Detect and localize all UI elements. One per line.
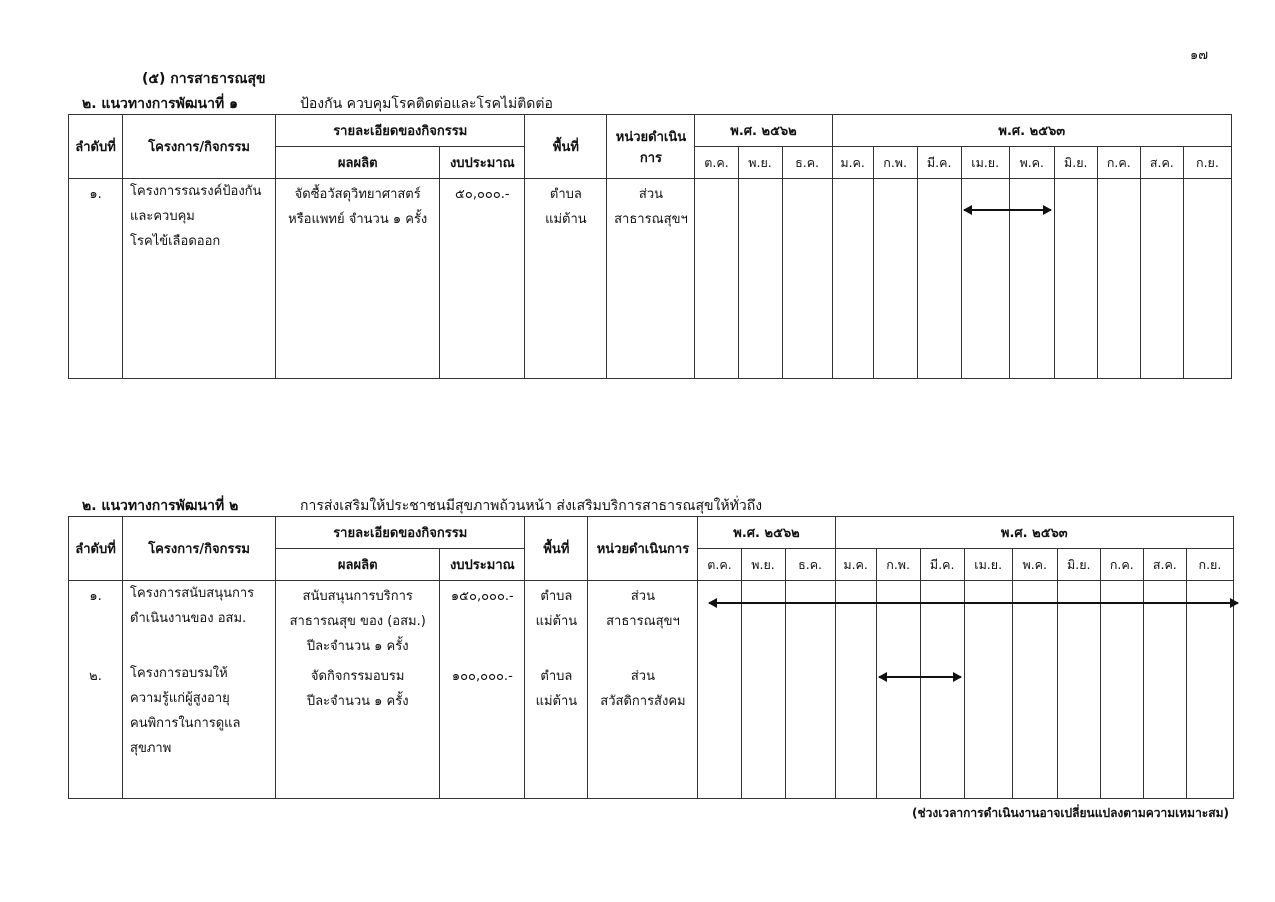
- month-cell: [835, 661, 876, 799]
- month-cell: [785, 581, 835, 661]
- cell-area: ตำบล แม่ต้าน: [525, 661, 588, 799]
- header-output: ผลผลิต: [276, 147, 440, 179]
- month-cell: [698, 661, 741, 799]
- strategy-2-description: การส่งเสริมให้ประชาชนมีสุขภาพถ้วนหน้า ส่งเสริมบริการสาธารณสุขให้ทั่วถึง: [300, 498, 763, 514]
- month-cell: [741, 581, 785, 661]
- cell-no: ๒.: [69, 661, 123, 799]
- period-arrow: [709, 602, 1238, 604]
- month-cell: [876, 581, 920, 661]
- header-month: ม.ค.: [832, 147, 873, 179]
- month-cell: [1100, 581, 1143, 661]
- header-budget: งบประมาณ: [440, 147, 525, 179]
- month-cell: [832, 179, 873, 379]
- header-details: รายละเอียดของกิจกรรม: [276, 115, 525, 147]
- month-cell: [1057, 661, 1100, 799]
- header-month: ก.ค.: [1097, 147, 1140, 179]
- month-cell: [1143, 581, 1186, 661]
- header-month: ก.ย.: [1183, 147, 1231, 179]
- month-cell: [1012, 661, 1057, 799]
- header-month: มิ.ย.: [1054, 147, 1097, 179]
- header-area: พื้นที่: [525, 517, 588, 581]
- header-month: ธ.ค.: [782, 147, 832, 179]
- period-arrow: [964, 209, 1051, 211]
- month-cell: [964, 661, 1012, 799]
- header-unit: หน่วยดำเนินการ: [607, 115, 695, 179]
- table-row: [69, 661, 1234, 799]
- header-month: พ.ย.: [741, 549, 785, 581]
- cell-no: ๑.: [69, 179, 123, 379]
- header-month: มี.ค.: [920, 549, 964, 581]
- header-area: พื้นที่: [525, 115, 607, 179]
- month-cell: [964, 581, 1012, 661]
- month-cell: [785, 661, 835, 799]
- cell-area: ตำบล แม่ต้าน: [525, 179, 607, 379]
- cell-output: สนับสนุนการบริการ สาธารณสุข ของ (อสม.) ปีละจำนวน ๑ ครั้ง: [276, 581, 440, 661]
- strategy-1-label: ๒. แนวทางการพัฒนาที่ ๑: [82, 96, 238, 112]
- header-month: ต.ค.: [698, 549, 741, 581]
- month-cell: [1012, 581, 1057, 661]
- cell-unit: ส่วน สาธารณสุขฯ: [607, 179, 695, 379]
- cell-project: โครงการสนับสนุนการ ดำเนินงานของ อสม.: [123, 581, 276, 661]
- header-month: ส.ค.: [1143, 549, 1186, 581]
- header-month: ก.ย.: [1186, 549, 1233, 581]
- month-cell: [698, 581, 741, 661]
- header-details: รายละเอียดของกิจกรรม: [276, 517, 525, 549]
- month-cell: [738, 179, 782, 379]
- month-cell: [920, 581, 964, 661]
- strategy-1-heading: [82, 93, 553, 115]
- month-cell: [1057, 581, 1100, 661]
- month-cell: [917, 179, 961, 379]
- strategy-2-label: ๒. แนวทางการพัฒนาที่ ๒: [82, 498, 239, 514]
- month-cell: [1054, 179, 1097, 379]
- table-row: [69, 581, 1234, 661]
- header-month: มิ.ย.: [1057, 549, 1100, 581]
- month-cell: [782, 179, 832, 379]
- cell-output: จัดซื้อวัสดุวิทยาศาสตร์ หรือแพทย์ จำนวน ๑ ครั้ง: [276, 179, 440, 379]
- month-cell: [1183, 179, 1231, 379]
- month-cell: [1097, 179, 1140, 379]
- header-project: โครงการ/กิจกรรม: [123, 517, 276, 581]
- cell-no: ๑.: [69, 581, 123, 661]
- section-title: (๕) การสาธารณสุข: [142, 71, 266, 87]
- cell-budget: ๑๐๐,๐๐๐.-: [440, 661, 525, 799]
- header-output: ผลผลิต: [276, 549, 440, 581]
- plan-table-2: [68, 516, 1234, 799]
- header-year-2563: พ.ศ. ๒๕๖๓: [832, 115, 1231, 147]
- header-month: ต.ค.: [695, 147, 738, 179]
- cell-budget: ๑๕๐,๐๐๐.-: [440, 581, 525, 661]
- header-no: ลำดับที่: [69, 115, 123, 179]
- plan-table-2-body: [69, 581, 1234, 799]
- page-number: ๑๗: [1190, 48, 1209, 63]
- strategy-2-heading: [82, 495, 763, 517]
- cell-area: ตำบล แม่ต้าน: [525, 581, 588, 661]
- header-year-2562: พ.ศ. ๒๕๖๒: [698, 517, 835, 549]
- header-no: ลำดับที่: [69, 517, 123, 581]
- table-row: [69, 179, 1232, 379]
- header-month: พ.ค.: [1009, 147, 1054, 179]
- header-month: พ.ย.: [738, 147, 782, 179]
- header-budget: งบประมาณ: [440, 549, 525, 581]
- header-project: โครงการ/กิจกรรม: [123, 115, 276, 179]
- header-month: ม.ค.: [835, 549, 876, 581]
- header-month: ส.ค.: [1140, 147, 1183, 179]
- header-month: ก.ค.: [1100, 549, 1143, 581]
- header-unit: หน่วยดำเนินการ: [588, 517, 698, 581]
- month-cell: [1100, 661, 1143, 799]
- cell-unit: ส่วน สวัสดิการสังคม: [588, 661, 698, 799]
- header-month: ก.พ.: [873, 147, 917, 179]
- cell-budget: ๕๐,๐๐๐.-: [440, 179, 525, 379]
- plan-table-1: [68, 114, 1232, 379]
- cell-unit: ส่วน สาธารณสุขฯ: [588, 581, 698, 661]
- cell-output: จัดกิจกรรมอบรม ปีละจำนวน ๑ ครั้ง: [276, 661, 440, 799]
- strategy-1-description: ป้องกัน ควบคุมโรคติดต่อและโรคไม่ติดต่อ: [300, 96, 553, 112]
- header-year-2563: พ.ศ. ๒๕๖๓: [835, 517, 1233, 549]
- header-month: มี.ค.: [917, 147, 961, 179]
- cell-project: โครงการอบรมให้ ความรู้แก่ผู้สูงอายุ คนพิการในการดูแล สุขภาพ: [123, 661, 276, 799]
- month-cell: [835, 581, 876, 661]
- month-cell: [1186, 581, 1233, 661]
- timing-note: (ช่วงเวลาการดำเนินงานอาจเปลี่ยนแปลงตามความเหมาะสม): [912, 806, 1229, 820]
- header-month: เม.ย.: [961, 147, 1009, 179]
- month-cell: [1140, 179, 1183, 379]
- month-cell: [1143, 661, 1186, 799]
- month-cell: [1186, 661, 1233, 799]
- month-cell: [873, 179, 917, 379]
- header-month: เม.ย.: [964, 549, 1012, 581]
- header-month: ก.พ.: [876, 549, 920, 581]
- period-arrow: [879, 676, 961, 678]
- header-month: พ.ค.: [1012, 549, 1057, 581]
- month-cell: [741, 661, 785, 799]
- header-year-2562: พ.ศ. ๒๕๖๒: [695, 115, 832, 147]
- month-cell: [695, 179, 738, 379]
- cell-project: โครงการรณรงค์ป้องกัน และควบคุม โรคไข้เลือดออก: [123, 179, 276, 379]
- plan-table-1-body: [69, 179, 1232, 379]
- header-month: ธ.ค.: [785, 549, 835, 581]
